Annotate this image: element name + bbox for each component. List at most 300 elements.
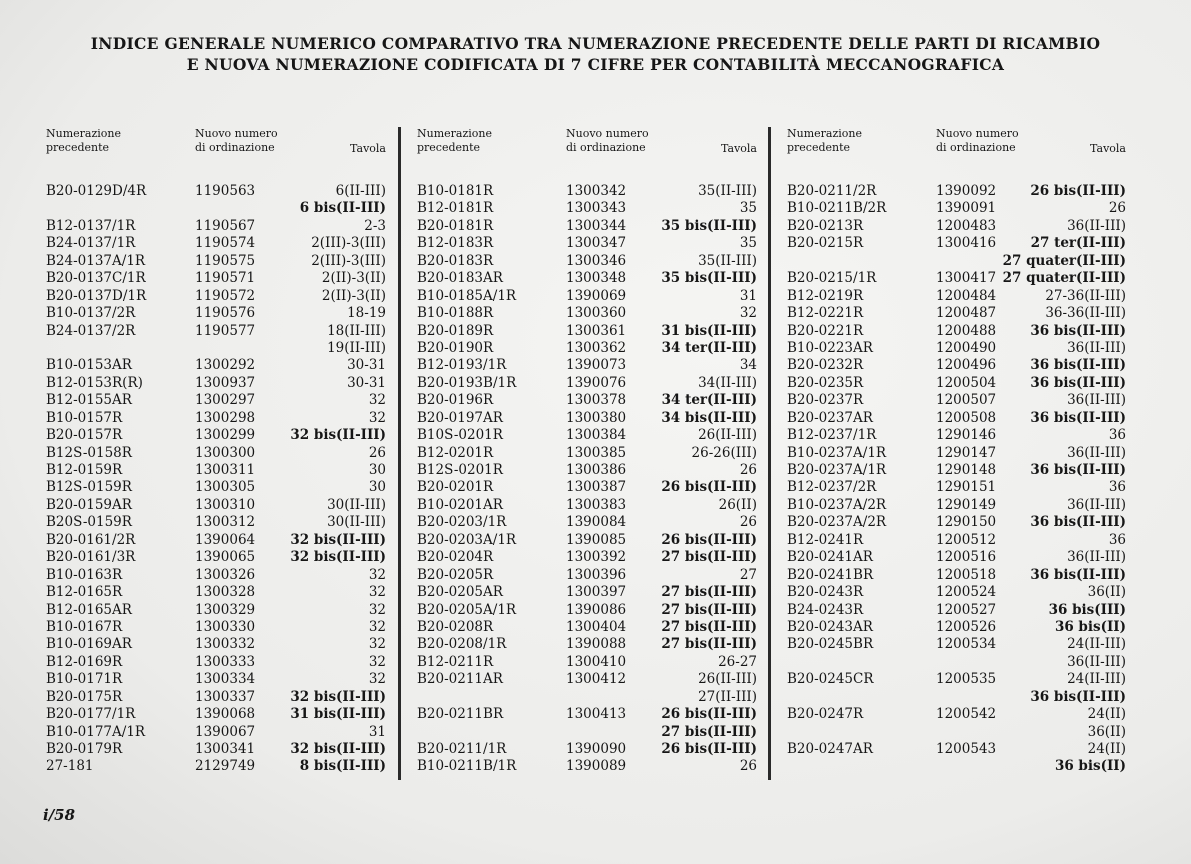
table-row: [417, 375, 757, 392]
tavola-ref: 18-19: [347, 305, 386, 322]
header-tavola: Tavola: [1090, 142, 1126, 155]
table-row: [787, 200, 1126, 217]
table-row: [417, 183, 757, 200]
previous-number: B12-0181R: [417, 200, 494, 217]
previous-number: B20-0161/2R: [46, 531, 136, 548]
previous-number: B20-0189R: [417, 322, 494, 339]
table-row: [46, 567, 386, 584]
table-row: [787, 671, 1126, 688]
tavola-ref: 32 bis(II-III): [290, 531, 386, 548]
table-row: [46, 270, 386, 287]
table-row: [417, 305, 757, 322]
page-title: [0, 33, 1191, 75]
header-previous-number: [417, 127, 557, 155]
table-row: [787, 497, 1126, 514]
new-order-number: 1300404: [566, 618, 627, 635]
index-column-3: [787, 127, 1126, 776]
tavola-ref: 32: [368, 601, 386, 618]
table-row: [417, 514, 757, 531]
index-column-2: [417, 127, 757, 776]
new-order-number: 1300330: [195, 618, 256, 635]
new-order-number: 1190563: [195, 183, 256, 199]
previous-number: B12-0201R: [417, 444, 494, 461]
table-row: [417, 549, 757, 566]
table-row: [417, 724, 757, 741]
new-order-number: 1300347: [566, 235, 627, 252]
tavola-ref: 24(II): [1087, 706, 1126, 723]
new-order-number: 1300396: [566, 566, 627, 583]
previous-number: B12-0211R: [417, 653, 494, 670]
previous-number: B10-0169AR: [46, 636, 132, 653]
table-row: [417, 410, 757, 427]
tavola-ref: 35 bis(II-III): [661, 270, 757, 287]
tavola-ref: 27: [739, 566, 757, 583]
tavola-ref: 36 bis(II-III): [1030, 322, 1126, 339]
index-rows: [787, 183, 1126, 776]
previous-number: B10-0188R: [417, 305, 494, 322]
tavola-ref: 27(II-III): [698, 688, 757, 705]
table-row: [417, 689, 757, 706]
table-row: [417, 479, 757, 496]
previous-number: B20-0241BR: [787, 566, 874, 583]
tavola-ref: 31: [368, 723, 386, 740]
table-row: [417, 462, 757, 479]
table-row: [46, 706, 386, 723]
new-order-number: 1290149: [936, 496, 997, 513]
header-text: di ordinazione: [566, 141, 646, 154]
previous-number: 27-181: [46, 758, 94, 775]
table-row: [787, 532, 1126, 549]
previous-number: B10-0185A/1R: [417, 287, 517, 304]
new-order-number: 1390069: [566, 287, 627, 304]
table-row: [787, 549, 1126, 566]
previous-number: B12-0193/1R: [417, 357, 507, 374]
previous-number: B20-0245BR: [787, 636, 874, 653]
new-order-number: 1300333: [195, 653, 256, 670]
tavola-ref: 26: [739, 758, 757, 775]
previous-number: B20-0203/1R: [417, 514, 507, 531]
new-order-number: 1390068: [195, 706, 256, 723]
new-order-number: 1200516: [936, 549, 997, 566]
new-order-number: 1300310: [195, 496, 256, 513]
new-order-number: 1300385: [566, 444, 627, 461]
new-order-number: 1200504: [936, 374, 997, 391]
table-row: [46, 357, 386, 374]
table-row: [787, 183, 1126, 200]
tavola-ref: 36 bis(II): [1054, 618, 1126, 635]
previous-number: B24-0243R: [787, 601, 864, 618]
table-row: [787, 654, 1126, 671]
new-order-number: 1190574: [195, 235, 256, 252]
tavola-ref: 36(II-III): [1067, 653, 1126, 670]
header-tavola: Tavola: [721, 142, 757, 155]
new-order-number: 1300292: [195, 357, 256, 374]
new-order-number: 1300329: [195, 601, 256, 618]
tavola-ref: 34: [739, 357, 757, 374]
table-row: [417, 706, 757, 723]
title-line-1: INDICE GENERALE NUMERICO COMPARATIVO TRA NUMERAZIONE PRECEDENTE DELLE PARTI DI RICAMBIO: [90, 34, 1101, 53]
new-order-number: 1390090: [566, 741, 627, 757]
table-row: [787, 288, 1126, 305]
new-order-number: 1200543: [936, 741, 997, 757]
previous-number: B20-0137D/1R: [46, 287, 147, 304]
tavola-ref: 36(II-III): [1067, 444, 1126, 461]
previous-number: B10-0237A/2R: [787, 496, 887, 513]
tavola-ref: 30(II-III): [327, 496, 386, 513]
tavola-ref: 2(III)-3(III): [311, 235, 386, 252]
previous-number: B20-0211/1R: [417, 741, 507, 757]
header-text: Nuovo numero: [566, 127, 649, 140]
table-row: [46, 375, 386, 392]
new-order-number: 1200527: [936, 601, 997, 618]
tavola-ref: 32: [368, 653, 386, 670]
tavola-ref: 35 bis(II-III): [661, 217, 757, 234]
new-order-number: 1300334: [195, 671, 256, 688]
new-order-number: 1300378: [566, 392, 627, 409]
new-order-number: 1300386: [566, 462, 627, 478]
tavola-ref: 36-36(II-III): [1045, 305, 1126, 322]
new-order-number: 1300392: [566, 549, 627, 566]
table-row: [417, 253, 757, 270]
tavola-ref: 36: [1108, 427, 1126, 444]
previous-number: B20-0197AR: [417, 409, 503, 426]
tavola-ref: 27 ter(II-III): [1030, 235, 1126, 252]
previous-number: B20-0237A/1R: [787, 462, 887, 478]
previous-number: B20-0215/1R: [787, 270, 877, 287]
new-order-number: 1300341: [195, 741, 256, 757]
tavola-ref: 36 bis(II): [1054, 758, 1126, 775]
tavola-ref: 30: [368, 479, 386, 496]
table-row: [46, 619, 386, 636]
new-order-number: 1300337: [195, 688, 256, 705]
table-row: [417, 671, 757, 688]
table-row: [46, 479, 386, 496]
table-row: [787, 758, 1126, 775]
previous-number: B20-0237AR: [787, 409, 873, 426]
table-row: [46, 602, 386, 619]
previous-number: B10-0153AR: [46, 357, 132, 374]
tavola-ref: 30(II-III): [327, 514, 386, 531]
table-row: [417, 567, 757, 584]
header-text: Nuovo numero: [936, 127, 1019, 140]
previous-number: B10-0163R: [46, 566, 123, 583]
table-row: [46, 427, 386, 444]
tavola-ref: 35: [739, 200, 757, 217]
previous-number: B12-0169R: [46, 653, 123, 670]
new-order-number: 2129749: [195, 758, 256, 775]
table-row: [787, 602, 1126, 619]
previous-number: B10-0237A/1R: [787, 444, 887, 461]
table-row: [787, 706, 1126, 723]
new-order-number: 1200507: [936, 392, 997, 409]
new-order-number: 1300383: [566, 496, 627, 513]
new-order-number: 1300343: [566, 200, 627, 217]
new-order-number: 1300362: [566, 339, 627, 356]
new-order-number: 1200512: [936, 531, 997, 548]
tavola-ref: 36(II): [1087, 723, 1126, 740]
index-rows: [46, 183, 386, 776]
tavola-ref: 26: [739, 514, 757, 531]
previous-number: B20-0213R: [787, 217, 864, 234]
previous-number: B20-0205AR: [417, 584, 503, 601]
previous-number: B12-0183R: [417, 235, 494, 252]
table-row: [417, 357, 757, 374]
table-row: [787, 357, 1126, 374]
tavola-ref: 8 bis(II-III): [299, 758, 386, 775]
tavola-ref: 35(II-III): [698, 183, 757, 199]
table-row: [417, 445, 757, 462]
previous-number: B20S-0159R: [46, 514, 132, 531]
header-text: precedente: [787, 141, 851, 154]
table-row: [417, 532, 757, 549]
previous-number: B12S-0159R: [46, 479, 132, 496]
new-order-number: 1300937: [195, 374, 256, 391]
table-row: [417, 340, 757, 357]
new-order-number: 1300305: [195, 479, 256, 496]
new-order-number: 1300344: [566, 217, 627, 234]
previous-number: B20-0247R: [787, 706, 864, 723]
column-header: [46, 127, 386, 183]
tavola-ref: 30-31: [347, 357, 386, 374]
tavola-ref: 26: [739, 462, 757, 478]
tavola-ref: 32: [368, 409, 386, 426]
tavola-ref: 36(II-III): [1067, 339, 1126, 356]
previous-number: B10-0157R: [46, 409, 123, 426]
table-row: [787, 305, 1126, 322]
previous-number: B20-0181R: [417, 217, 494, 234]
new-order-number: 1300410: [566, 653, 627, 670]
previous-number: B10-0211B/1R: [417, 758, 517, 775]
previous-number: B10-0181R: [417, 183, 494, 199]
new-order-number: 1200496: [936, 357, 997, 374]
previous-number: B12-0159R: [46, 462, 123, 478]
new-order-number: 1390088: [566, 636, 627, 653]
new-order-number: 1300412: [566, 671, 627, 688]
previous-number: B20-0215R: [787, 235, 864, 252]
new-order-number: 1190576: [195, 305, 256, 322]
new-order-number: 1300348: [566, 270, 627, 287]
table-row: [417, 323, 757, 340]
header-previous-number: [46, 127, 186, 155]
previous-number: B20-0241AR: [787, 549, 873, 566]
new-order-number: 1190567: [195, 217, 256, 234]
previous-number: B20-0183R: [417, 252, 494, 269]
tavola-ref: 34 ter(II-III): [661, 392, 757, 409]
table-row: [417, 741, 757, 758]
page-number: i/58: [43, 806, 76, 824]
new-order-number: 1390085: [566, 531, 627, 548]
header-previous-number: [787, 127, 927, 155]
new-order-number: 1200524: [936, 584, 997, 601]
new-order-number: 1390091: [936, 200, 997, 217]
previous-number: B20-0235R: [787, 374, 864, 391]
table-row: [787, 619, 1126, 636]
new-order-number: 1300326: [195, 566, 256, 583]
tavola-ref: 27 bis(II-III): [661, 584, 757, 601]
new-order-number: 1200484: [936, 287, 997, 304]
tavola-ref: 36 bis(II-III): [1030, 374, 1126, 391]
previous-number: B12-0241R: [787, 531, 864, 548]
table-row: [787, 410, 1126, 427]
new-order-number: 1200542: [936, 706, 997, 723]
table-row: [46, 410, 386, 427]
previous-number: B20-0211BR: [417, 706, 504, 723]
new-order-number: 1390092: [936, 183, 997, 199]
table-row: [46, 549, 386, 566]
tavola-ref: 36(II-III): [1067, 392, 1126, 409]
new-order-number: 1290146: [936, 427, 997, 444]
table-row: [417, 270, 757, 287]
new-order-number: 1200526: [936, 618, 997, 635]
previous-number: B24-0137/1R: [46, 235, 136, 252]
tavola-ref: 34(II-III): [698, 374, 757, 391]
previous-number: B10-0171R: [46, 671, 123, 688]
tavola-ref: 26(II): [718, 496, 757, 513]
previous-number: B20-0175R: [46, 688, 123, 705]
new-order-number: 1190571: [195, 270, 256, 287]
previous-number: B12-0237/1R: [787, 427, 877, 444]
table-row: [46, 758, 386, 775]
table-row: [787, 340, 1126, 357]
table-row: [787, 584, 1126, 601]
title-line-2: E NUOVA NUMERAZIONE CODIFICATA DI 7 CIFRE PER CONTABILITÀ MECCANOGRAFICA: [186, 55, 1005, 74]
table-row: [417, 200, 757, 217]
table-row: [787, 724, 1126, 741]
tavola-ref: 32 bis(II-III): [290, 427, 386, 444]
previous-number: B20-0179R: [46, 741, 123, 757]
new-order-number: 1190577: [195, 322, 256, 339]
tavola-ref: 36 bis(II-III): [1030, 514, 1126, 531]
tavola-ref: 31: [739, 287, 757, 304]
table-row: [46, 235, 386, 252]
table-row: [787, 253, 1126, 270]
tavola-ref: 19(II-III): [327, 339, 386, 356]
new-order-number: 1300380: [566, 409, 627, 426]
tavola-ref: 36: [1108, 479, 1126, 496]
tavola-ref: 32: [368, 671, 386, 688]
tavola-ref: 26 bis(II-III): [1030, 183, 1126, 199]
header-text: Numerazione: [46, 127, 121, 140]
new-order-number: 1200488: [936, 322, 997, 339]
previous-number: B20-0196R: [417, 392, 494, 409]
previous-number: B24-0137/2R: [46, 322, 136, 339]
previous-number: B20-0245CR: [787, 671, 874, 688]
new-order-number: 1290150: [936, 514, 997, 531]
previous-number: B20-0247AR: [787, 741, 873, 757]
tavola-ref: 2(II)-3(II): [321, 270, 386, 287]
tavola-ref: 32 bis(II-III): [290, 688, 386, 705]
new-order-number: 1300300: [195, 444, 256, 461]
header-text: precedente: [46, 141, 110, 154]
previous-number: B10-0201AR: [417, 496, 503, 513]
tavola-ref: 2(II)-3(II): [321, 287, 386, 304]
table-row: [787, 689, 1126, 706]
table-row: [787, 445, 1126, 462]
previous-number: B20-0161/3R: [46, 549, 136, 566]
table-row: [46, 218, 386, 235]
new-order-number: 1290148: [936, 462, 997, 478]
previous-number: B20-0208R: [417, 618, 494, 635]
table-row: [787, 270, 1126, 287]
previous-number: B10S-0201R: [417, 427, 503, 444]
table-row: [417, 497, 757, 514]
previous-number: B20-0243R: [787, 584, 864, 601]
table-row: [787, 479, 1126, 496]
previous-number: B20-0205R: [417, 566, 494, 583]
new-order-number: 1300342: [566, 183, 627, 199]
tavola-ref: 27 bis(II-III): [661, 636, 757, 653]
tavola-ref: 27 bis(II-III): [661, 618, 757, 635]
previous-number: B20-0237A/2R: [787, 514, 887, 531]
column-header: [417, 127, 757, 183]
previous-number: B12-0137/1R: [46, 217, 136, 234]
previous-number: B24-0137A/1R: [46, 252, 146, 269]
new-order-number: 1200483: [936, 217, 997, 234]
table-row: [46, 462, 386, 479]
tavola-ref: 32 bis(II-III): [290, 549, 386, 566]
previous-number: B10-0211B/2R: [787, 200, 887, 217]
tavola-ref: 36 bis(II-III): [1030, 462, 1126, 478]
table-row: [417, 584, 757, 601]
tavola-ref: 34 ter(II-III): [661, 339, 757, 356]
new-order-number: 1390073: [566, 357, 627, 374]
new-order-number: 1300360: [566, 305, 627, 322]
previous-number: B20-0211/2R: [787, 183, 877, 199]
new-order-number: 1300361: [566, 322, 627, 339]
table-row: [417, 758, 757, 775]
new-order-number: 1300332: [195, 636, 256, 653]
previous-number: B10-0223AR: [787, 339, 873, 356]
table-row: [46, 497, 386, 514]
table-row: [787, 375, 1126, 392]
new-order-number: 1300413: [566, 706, 627, 723]
table-row: [417, 218, 757, 235]
tavola-ref: 32: [368, 618, 386, 635]
tavola-ref: 36 bis(II-III): [1030, 688, 1126, 705]
table-row: [46, 532, 386, 549]
table-row: [46, 689, 386, 706]
previous-number: B20-0183AR: [417, 270, 503, 287]
tavola-ref: 30: [368, 462, 386, 478]
table-row: [787, 218, 1126, 235]
column-divider: [398, 127, 401, 780]
previous-number: B20-0205A/1R: [417, 601, 517, 618]
table-row: [787, 567, 1126, 584]
tavola-ref: 32: [368, 566, 386, 583]
tavola-ref: 36 bis(II-III): [1030, 409, 1126, 426]
table-row: [417, 619, 757, 636]
tavola-ref: 26 bis(II-III): [661, 706, 757, 723]
previous-number: B20-0204R: [417, 549, 494, 566]
tavola-ref: 31 bis(II-III): [290, 706, 386, 723]
tavola-ref: 36 bis(II-III): [1030, 357, 1126, 374]
tavola-ref: 26 bis(II-III): [661, 531, 757, 548]
previous-number: B20-0177/1R: [46, 706, 136, 723]
table-row: [46, 200, 386, 217]
new-order-number: 1290151: [936, 479, 997, 496]
new-order-number: 1190572: [195, 287, 256, 304]
table-row: [417, 602, 757, 619]
new-order-number: 1300346: [566, 252, 627, 269]
previous-number: B12-0237/2R: [787, 479, 877, 496]
column-header: [787, 127, 1126, 183]
tavola-ref: 34 bis(II-III): [661, 409, 757, 426]
table-row: [46, 636, 386, 653]
previous-number: B10-0137/2R: [46, 305, 136, 322]
tavola-ref: 31 bis(II-III): [661, 322, 757, 339]
new-order-number: 1300417: [936, 270, 997, 287]
table-row: [46, 288, 386, 305]
